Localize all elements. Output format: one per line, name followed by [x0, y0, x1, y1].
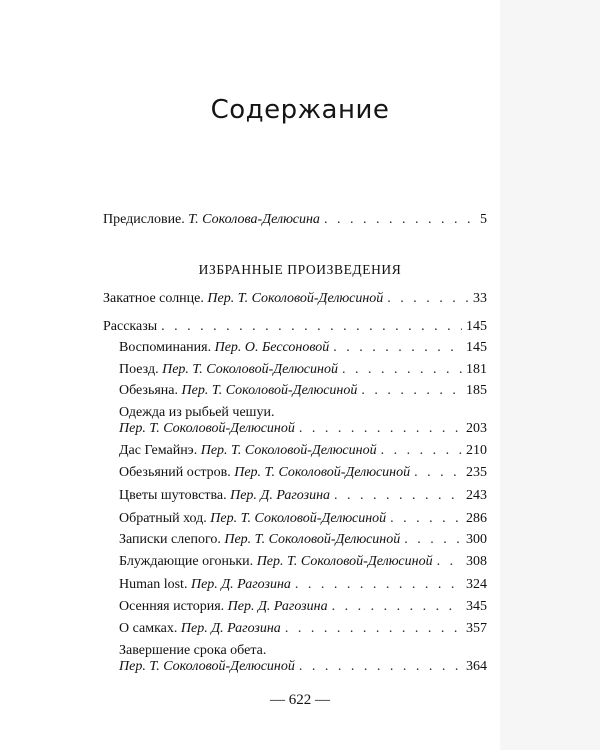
entry-title: Обезьяний остров. [119, 465, 231, 480]
leader-dots [324, 211, 476, 229]
leader-dots [333, 339, 462, 357]
entry-translator: Пер. О. Бессоновой [214, 340, 330, 355]
entry-translator: Пер. Т. Соколовой-Делюсиной [181, 383, 358, 398]
toc-entry [119, 464, 487, 482]
entry-page: 286 [466, 511, 487, 526]
toc-entry [119, 620, 487, 638]
entry-page: 145 [466, 340, 487, 355]
entry-page: 243 [466, 488, 487, 503]
leader-dots [295, 576, 462, 594]
leader-dots [361, 382, 462, 400]
entry-page: 300 [466, 532, 487, 547]
entry-page: 145 [466, 319, 487, 334]
toc-entry [119, 576, 487, 594]
leader-dots [299, 420, 462, 438]
entry-title: Рассказы [103, 319, 158, 334]
leader-dots [390, 510, 462, 528]
entry-page: 210 [466, 443, 487, 458]
entry-title: Поезд. [119, 362, 159, 377]
entry-translator: Пер. Т. Соколовой-Делюсиной [210, 511, 387, 526]
toc-entry [119, 553, 487, 571]
entry-page: 357 [466, 621, 487, 636]
leader-dots [161, 318, 462, 336]
toc-entry [119, 598, 487, 616]
entry-page: 185 [466, 383, 487, 398]
entry-translator: Пер. Д. Рагозина [230, 488, 331, 503]
toc-entry-preface [103, 211, 487, 229]
entry-translator: Пер. Т. Соколовой-Делюсиной [162, 362, 338, 377]
entry-page: 181 [466, 362, 487, 377]
toc-entry [119, 510, 487, 528]
leader-dots [342, 361, 462, 379]
entry-translator: Пер. Т. Соколовой-Делюсиной [119, 659, 295, 674]
toc-entry [119, 442, 487, 460]
leader-dots [387, 290, 469, 308]
toc-entry [119, 361, 487, 379]
entry-translator: Пер. Т. Соколовой-Делюсиной [256, 554, 433, 569]
entry-translator: Пер. Т. Соколовой-Делюсиной [224, 532, 401, 547]
entry-translator: Пер. Т. Соколовой-Делюсиной [200, 443, 377, 458]
leader-dots [299, 658, 462, 676]
toc-entry [119, 420, 487, 438]
entry-page: 235 [466, 465, 487, 480]
entry-title: Закатное солнце. [103, 291, 204, 306]
entry-title: Записки слепого. [119, 532, 221, 547]
leader-dots [334, 487, 462, 505]
entry-title: Воспоминания. [119, 340, 212, 355]
leader-dots [437, 553, 462, 571]
entry-translator: Пер. Д. Рагозина [180, 621, 281, 636]
entry-translator: Пер. Т. Соколовой-Делюсиной [207, 291, 384, 306]
toc-entry [103, 318, 487, 336]
toc-entry [119, 382, 487, 400]
entry-page: 33 [473, 291, 487, 306]
entry-title: Одежда из рыбьей чешуи. [119, 405, 275, 420]
leader-dots [414, 464, 462, 482]
entry-translator: Пер. Д. Рагозина [227, 599, 328, 614]
entry-title: Обратный ход. [119, 511, 207, 526]
toc-entry [119, 658, 487, 676]
entry-page: 203 [466, 421, 487, 436]
entry-translator: Пер. Д. Рагозина [190, 577, 291, 592]
entry-title: Дас Гемайнэ. [119, 443, 198, 458]
page-number: — 622 — [270, 692, 330, 708]
leader-dots [404, 531, 462, 549]
section-heading: ИЗБРАННЫЕ ПРОИЗВЕДЕНИЯ [198, 262, 402, 277]
toc-entry [119, 531, 487, 549]
leader-dots [332, 598, 462, 616]
entry-page: 308 [466, 554, 487, 569]
entry-title: Завершение срока обета. [119, 643, 267, 658]
entry-translator: Пер. Т. Соколовой-Делюсиной [234, 465, 411, 480]
entry-title: Цветы шутовства. [119, 488, 227, 503]
entry-page: 345 [466, 599, 487, 614]
entry-title: Предисловие. [103, 212, 185, 227]
entry-translator: Пер. Т. Соколовой-Делюсиной [119, 421, 295, 436]
entry-title: Human lost. [119, 577, 188, 592]
entry-page: 324 [466, 577, 487, 592]
entry-title: Обезьяна. [119, 383, 178, 398]
entry-page: 364 [466, 659, 487, 674]
leader-dots [285, 620, 462, 638]
entry-page: 5 [480, 212, 487, 227]
leader-dots [381, 442, 462, 460]
page-title: Содержание [210, 95, 390, 125]
entry-author: Т. Соколова-Делюсина [188, 212, 320, 227]
entry-title: Блуждающие огоньки. [119, 554, 254, 569]
entry-title: О самках. [119, 621, 178, 636]
toc-entry [119, 339, 487, 357]
toc-entry [119, 487, 487, 505]
toc-entry [103, 290, 487, 308]
entry-title: Осенняя история. [119, 599, 225, 614]
